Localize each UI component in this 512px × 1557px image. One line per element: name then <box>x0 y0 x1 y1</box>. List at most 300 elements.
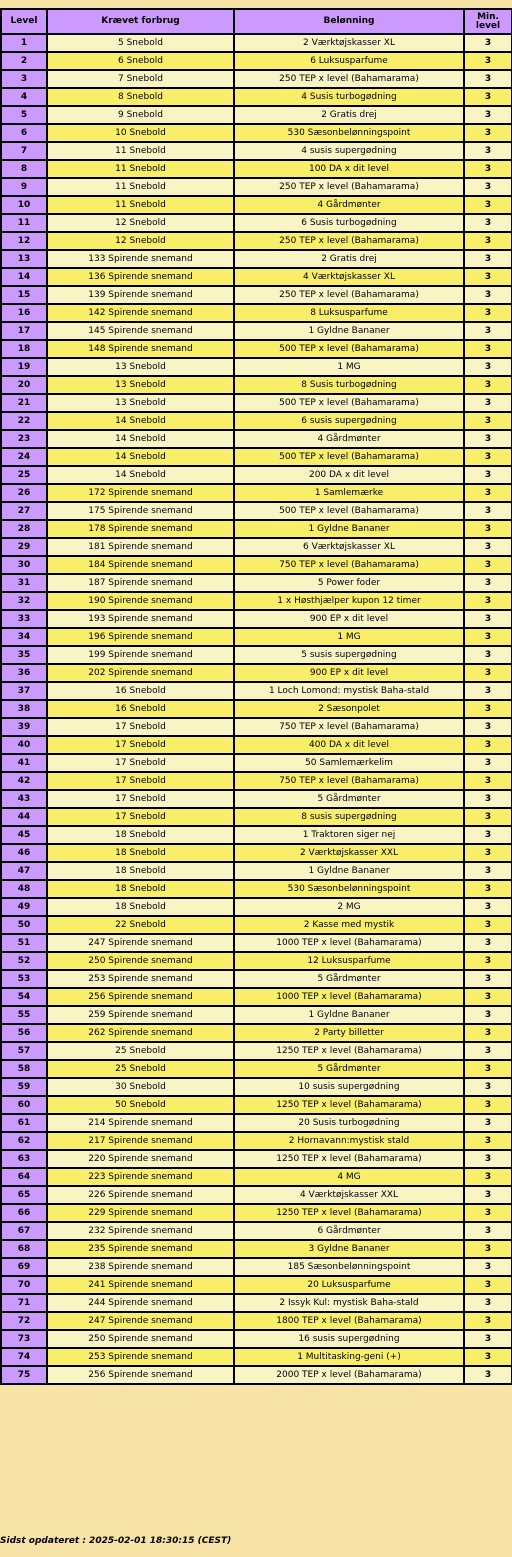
min-level-cell: 3 <box>464 214 512 232</box>
level-cell: 38 <box>1 700 47 718</box>
level-cell: 51 <box>1 934 47 952</box>
level-cell: 43 <box>1 790 47 808</box>
table-row <box>1 358 512 376</box>
min-level-cell: 3 <box>464 1312 512 1330</box>
min-level-cell: 3 <box>464 772 512 790</box>
table-row <box>1 736 512 754</box>
min-level-cell: 3 <box>464 880 512 898</box>
level-cell: 6 <box>1 124 47 142</box>
min-level-cell: 3 <box>464 1204 512 1222</box>
belonning-cell: 185 Sæsonbelønningspoint <box>234 1258 464 1276</box>
min-level-cell: 3 <box>464 1150 512 1168</box>
table-row <box>1 250 512 268</box>
belonning-cell: 20 Susis turbogødning <box>234 1114 464 1132</box>
forbrug-cell: 14 Snebold <box>47 412 234 430</box>
level-cell: 74 <box>1 1348 47 1366</box>
level-cell: 10 <box>1 196 47 214</box>
level-cell: 68 <box>1 1240 47 1258</box>
min-level-cell: 3 <box>464 268 512 286</box>
forbrug-cell: 244 Spirende snemand <box>47 1294 234 1312</box>
header-belonning: Belønning <box>234 9 464 34</box>
forbrug-cell: 12 Snebold <box>47 232 234 250</box>
forbrug-cell: 18 Snebold <box>47 862 234 880</box>
min-level-cell: 3 <box>464 952 512 970</box>
belonning-cell: 5 Power foder <box>234 574 464 592</box>
table-row <box>1 610 512 628</box>
level-cell: 4 <box>1 88 47 106</box>
level-cell: 19 <box>1 358 47 376</box>
forbrug-cell: 17 Snebold <box>47 736 234 754</box>
level-cell: 23 <box>1 430 47 448</box>
belonning-cell: 400 DA x dit level <box>234 736 464 754</box>
level-cell: 42 <box>1 772 47 790</box>
level-cell: 56 <box>1 1024 47 1042</box>
belonning-cell: 750 TEP x level (Bahamarama) <box>234 718 464 736</box>
table-row <box>1 772 512 790</box>
level-cell: 13 <box>1 250 47 268</box>
table-row <box>1 196 512 214</box>
min-level-cell: 3 <box>464 664 512 682</box>
level-cell: 8 <box>1 160 47 178</box>
last-updated: Sidst opdateret : 2025-02-01 18:30:15 (CEST) <box>0 1536 232 1546</box>
belonning-cell: 1 MG <box>234 358 464 376</box>
forbrug-cell: 5 Snebold <box>47 34 234 52</box>
forbrug-cell: 11 Snebold <box>47 160 234 178</box>
belonning-cell: 2 Værktøjskasser XL <box>234 34 464 52</box>
min-level-cell: 3 <box>464 52 512 70</box>
level-cell: 40 <box>1 736 47 754</box>
belonning-cell: 250 TEP x level (Bahamarama) <box>234 286 464 304</box>
min-level-cell: 3 <box>464 1006 512 1024</box>
level-cell: 17 <box>1 322 47 340</box>
belonning-cell: 8 Luksusparfume <box>234 304 464 322</box>
table-row <box>1 178 512 196</box>
header-level: Level <box>1 9 47 34</box>
forbrug-cell: 232 Spirende snemand <box>47 1222 234 1240</box>
level-cell: 36 <box>1 664 47 682</box>
level-cell: 37 <box>1 682 47 700</box>
forbrug-cell: 17 Snebold <box>47 754 234 772</box>
table-row <box>1 556 512 574</box>
table-row <box>1 880 512 898</box>
min-level-cell: 3 <box>464 232 512 250</box>
forbrug-cell: 16 Snebold <box>47 682 234 700</box>
min-level-cell: 3 <box>464 646 512 664</box>
table-row <box>1 142 512 160</box>
table-row <box>1 628 512 646</box>
table-row <box>1 1348 512 1366</box>
belonning-cell: 100 DA x dit level <box>234 160 464 178</box>
min-level-cell: 3 <box>464 790 512 808</box>
belonning-cell: 200 DA x dit level <box>234 466 464 484</box>
min-level-cell: 3 <box>464 394 512 412</box>
table-row <box>1 1258 512 1276</box>
table-row <box>1 664 512 682</box>
table-row <box>1 1222 512 1240</box>
belonning-cell: 530 Sæsonbelønningspoint <box>234 124 464 142</box>
level-cell: 62 <box>1 1132 47 1150</box>
min-level-cell: 3 <box>464 916 512 934</box>
level-cell: 54 <box>1 988 47 1006</box>
min-level-cell: 3 <box>464 124 512 142</box>
forbrug-cell: 172 Spirende snemand <box>47 484 234 502</box>
level-cell: 64 <box>1 1168 47 1186</box>
belonning-cell: 750 TEP x level (Bahamarama) <box>234 556 464 574</box>
belonning-cell: 2 Værktøjskasser XXL <box>234 844 464 862</box>
level-cell: 16 <box>1 304 47 322</box>
level-cell: 59 <box>1 1078 47 1096</box>
min-level-cell: 3 <box>464 1114 512 1132</box>
min-level-cell: 3 <box>464 736 512 754</box>
forbrug-cell: 178 Spirende snemand <box>47 520 234 538</box>
table-row <box>1 1150 512 1168</box>
belonning-cell: 250 TEP x level (Bahamarama) <box>234 70 464 88</box>
belonning-cell: 2 Issyk Kul: mystisk Baha-stald <box>234 1294 464 1312</box>
belonning-cell: 2 Gratis drej <box>234 250 464 268</box>
belonning-cell: 1000 TEP x level (Bahamarama) <box>234 934 464 952</box>
belonning-cell: 250 TEP x level (Bahamarama) <box>234 232 464 250</box>
forbrug-cell: 14 Snebold <box>47 466 234 484</box>
belonning-cell: 5 Gårdmønter <box>234 790 464 808</box>
forbrug-cell: 214 Spirende snemand <box>47 1114 234 1132</box>
table-row <box>1 1132 512 1150</box>
forbrug-cell: 17 Snebold <box>47 718 234 736</box>
min-level-cell: 3 <box>464 250 512 268</box>
belonning-cell: 1 Samlemærke <box>234 484 464 502</box>
forbrug-cell: 18 Snebold <box>47 880 234 898</box>
level-cell: 12 <box>1 232 47 250</box>
forbrug-cell: 217 Spirende snemand <box>47 1132 234 1150</box>
forbrug-cell: 50 Snebold <box>47 1096 234 1114</box>
forbrug-cell: 247 Spirende snemand <box>47 934 234 952</box>
belonning-cell: 1 Traktoren siger nej <box>234 826 464 844</box>
level-cell: 2 <box>1 52 47 70</box>
header-min-level: Min. level <box>464 9 512 34</box>
level-cell: 44 <box>1 808 47 826</box>
forbrug-cell: 256 Spirende snemand <box>47 988 234 1006</box>
belonning-cell: 1 Gyldne Bananer <box>234 1006 464 1024</box>
min-level-cell: 3 <box>464 1276 512 1294</box>
table-row <box>1 106 512 124</box>
level-cell: 18 <box>1 340 47 358</box>
table-row <box>1 1042 512 1060</box>
level-cell: 67 <box>1 1222 47 1240</box>
table-row <box>1 448 512 466</box>
belonning-cell: 12 Luksusparfume <box>234 952 464 970</box>
forbrug-cell: 11 Snebold <box>47 178 234 196</box>
forbrug-cell: 175 Spirende snemand <box>47 502 234 520</box>
table-header-row <box>1 9 512 34</box>
level-cell: 14 <box>1 268 47 286</box>
min-level-cell: 3 <box>464 466 512 484</box>
belonning-cell: 1250 TEP x level (Bahamarama) <box>234 1096 464 1114</box>
min-level-cell: 3 <box>464 358 512 376</box>
min-level-cell: 3 <box>464 142 512 160</box>
level-cell: 72 <box>1 1312 47 1330</box>
min-level-cell: 3 <box>464 412 512 430</box>
belonning-cell: 10 susis supergødning <box>234 1078 464 1096</box>
forbrug-cell: 226 Spirende snemand <box>47 1186 234 1204</box>
belonning-cell: 4 MG <box>234 1168 464 1186</box>
belonning-cell: 1 Loch Lomond: mystisk Baha-stald <box>234 682 464 700</box>
min-level-cell: 3 <box>464 700 512 718</box>
belonning-cell: 8 Susis turbogødning <box>234 376 464 394</box>
reward-table <box>0 8 512 1385</box>
table-row <box>1 286 512 304</box>
min-level-cell: 3 <box>464 1330 512 1348</box>
forbrug-cell: 16 Snebold <box>47 700 234 718</box>
forbrug-cell: 12 Snebold <box>47 214 234 232</box>
table-row <box>1 214 512 232</box>
table-row <box>1 304 512 322</box>
min-level-cell: 3 <box>464 1348 512 1366</box>
belonning-cell: 6 susis supergødning <box>234 412 464 430</box>
table-row <box>1 340 512 358</box>
forbrug-cell: 11 Snebold <box>47 142 234 160</box>
min-level-cell: 3 <box>464 1132 512 1150</box>
table-row <box>1 52 512 70</box>
table-row <box>1 160 512 178</box>
level-cell: 25 <box>1 466 47 484</box>
table-row <box>1 862 512 880</box>
forbrug-cell: 250 Spirende snemand <box>47 1330 234 1348</box>
min-level-cell: 3 <box>464 988 512 1006</box>
table-row <box>1 1240 512 1258</box>
level-cell: 32 <box>1 592 47 610</box>
forbrug-cell: 253 Spirende snemand <box>47 1348 234 1366</box>
belonning-cell: 900 EP x dit level <box>234 610 464 628</box>
level-cell: 33 <box>1 610 47 628</box>
forbrug-cell: 30 Snebold <box>47 1078 234 1096</box>
table-row <box>1 124 512 142</box>
min-level-cell: 3 <box>464 628 512 646</box>
min-level-cell: 3 <box>464 934 512 952</box>
min-level-cell: 3 <box>464 322 512 340</box>
level-cell: 29 <box>1 538 47 556</box>
belonning-cell: 4 susis supergødning <box>234 142 464 160</box>
forbrug-cell: 22 Snebold <box>47 916 234 934</box>
level-cell: 55 <box>1 1006 47 1024</box>
table-row <box>1 1330 512 1348</box>
min-level-cell: 3 <box>464 286 512 304</box>
belonning-cell: 2000 TEP x level (Bahamarama) <box>234 1366 464 1384</box>
table-row <box>1 952 512 970</box>
min-level-cell: 3 <box>464 304 512 322</box>
belonning-cell: 8 susis supergødning <box>234 808 464 826</box>
table-row <box>1 520 512 538</box>
level-cell: 7 <box>1 142 47 160</box>
belonning-cell: 500 TEP x level (Bahamarama) <box>234 448 464 466</box>
belonning-cell: 2 Gratis drej <box>234 106 464 124</box>
min-level-cell: 3 <box>464 970 512 988</box>
forbrug-cell: 223 Spirende snemand <box>47 1168 234 1186</box>
table-row <box>1 970 512 988</box>
table-row <box>1 1168 512 1186</box>
forbrug-cell: 133 Spirende snemand <box>47 250 234 268</box>
forbrug-cell: 202 Spirende snemand <box>47 664 234 682</box>
min-level-cell: 3 <box>464 538 512 556</box>
min-level-cell: 3 <box>464 862 512 880</box>
table-row <box>1 1024 512 1042</box>
belonning-cell: 20 Luksusparfume <box>234 1276 464 1294</box>
belonning-cell: 1250 TEP x level (Bahamarama) <box>234 1042 464 1060</box>
table-row <box>1 898 512 916</box>
table-row <box>1 322 512 340</box>
level-cell: 66 <box>1 1204 47 1222</box>
forbrug-cell: 18 Snebold <box>47 844 234 862</box>
table-row <box>1 232 512 250</box>
belonning-cell: 4 Susis turbogødning <box>234 88 464 106</box>
forbrug-cell: 193 Spirende snemand <box>47 610 234 628</box>
forbrug-cell: 13 Snebold <box>47 358 234 376</box>
forbrug-cell: 25 Snebold <box>47 1060 234 1078</box>
belonning-cell: 50 Samlemærkelim <box>234 754 464 772</box>
forbrug-cell: 196 Spirende snemand <box>47 628 234 646</box>
table-row <box>1 1366 512 1384</box>
forbrug-cell: 253 Spirende snemand <box>47 970 234 988</box>
forbrug-cell: 259 Spirende snemand <box>47 1006 234 1024</box>
level-cell: 30 <box>1 556 47 574</box>
table-row <box>1 412 512 430</box>
table-row <box>1 1006 512 1024</box>
forbrug-cell: 241 Spirende snemand <box>47 1276 234 1294</box>
table-row <box>1 790 512 808</box>
min-level-cell: 3 <box>464 340 512 358</box>
table-row <box>1 70 512 88</box>
level-cell: 46 <box>1 844 47 862</box>
belonning-cell: 16 susis supergødning <box>234 1330 464 1348</box>
forbrug-cell: 262 Spirende snemand <box>47 1024 234 1042</box>
table-row <box>1 1060 512 1078</box>
level-cell: 50 <box>1 916 47 934</box>
forbrug-cell: 9 Snebold <box>47 106 234 124</box>
forbrug-cell: 256 Spirende snemand <box>47 1366 234 1384</box>
belonning-cell: 1250 TEP x level (Bahamarama) <box>234 1150 464 1168</box>
level-cell: 60 <box>1 1096 47 1114</box>
table-row <box>1 718 512 736</box>
level-cell: 21 <box>1 394 47 412</box>
forbrug-cell: 136 Spirende snemand <box>47 268 234 286</box>
level-cell: 49 <box>1 898 47 916</box>
belonning-cell: 6 Værktøjskasser XL <box>234 538 464 556</box>
belonning-cell: 1000 TEP x level (Bahamarama) <box>234 988 464 1006</box>
forbrug-cell: 235 Spirende snemand <box>47 1240 234 1258</box>
min-level-cell: 3 <box>464 1078 512 1096</box>
table-row <box>1 484 512 502</box>
forbrug-cell: 18 Snebold <box>47 898 234 916</box>
min-level-cell: 3 <box>464 196 512 214</box>
table-row <box>1 1312 512 1330</box>
table-row <box>1 430 512 448</box>
level-cell: 69 <box>1 1258 47 1276</box>
table-body <box>1 34 512 1384</box>
level-cell: 47 <box>1 862 47 880</box>
min-level-cell: 3 <box>464 1060 512 1078</box>
belonning-cell: 2 Kasse med mystik <box>234 916 464 934</box>
min-level-cell: 3 <box>464 1240 512 1258</box>
min-level-cell: 3 <box>464 34 512 52</box>
level-cell: 5 <box>1 106 47 124</box>
belonning-cell: 1 Multitasking-geni (+) <box>234 1348 464 1366</box>
forbrug-cell: 13 Snebold <box>47 376 234 394</box>
level-cell: 15 <box>1 286 47 304</box>
forbrug-cell: 14 Snebold <box>47 430 234 448</box>
min-level-cell: 3 <box>464 1294 512 1312</box>
forbrug-cell: 25 Snebold <box>47 1042 234 1060</box>
level-cell: 3 <box>1 70 47 88</box>
level-cell: 71 <box>1 1294 47 1312</box>
forbrug-cell: 184 Spirende snemand <box>47 556 234 574</box>
belonning-cell: 900 EP x dit level <box>234 664 464 682</box>
forbrug-cell: 17 Snebold <box>47 772 234 790</box>
forbrug-cell: 139 Spirende snemand <box>47 286 234 304</box>
min-level-cell: 3 <box>464 556 512 574</box>
table-row <box>1 394 512 412</box>
forbrug-cell: 17 Snebold <box>47 790 234 808</box>
forbrug-cell: 148 Spirende snemand <box>47 340 234 358</box>
forbrug-cell: 181 Spirende snemand <box>47 538 234 556</box>
belonning-cell: 5 susis supergødning <box>234 646 464 664</box>
table-row <box>1 646 512 664</box>
belonning-cell: 6 Susis turbogødning <box>234 214 464 232</box>
forbrug-cell: 10 Snebold <box>47 124 234 142</box>
table-row <box>1 1276 512 1294</box>
min-level-cell: 3 <box>464 448 512 466</box>
belonning-cell: 2 Sæsonpolet <box>234 700 464 718</box>
min-level-cell: 3 <box>464 682 512 700</box>
min-level-cell: 3 <box>464 826 512 844</box>
level-cell: 27 <box>1 502 47 520</box>
belonning-cell: 250 TEP x level (Bahamarama) <box>234 178 464 196</box>
table-row <box>1 574 512 592</box>
min-level-cell: 3 <box>464 70 512 88</box>
table-row <box>1 88 512 106</box>
level-cell: 41 <box>1 754 47 772</box>
belonning-cell: 1 x Høsthjælper kupon 12 timer <box>234 592 464 610</box>
belonning-cell: 5 Gårdmønter <box>234 1060 464 1078</box>
forbrug-cell: 190 Spirende snemand <box>47 592 234 610</box>
forbrug-cell: 13 Snebold <box>47 394 234 412</box>
level-cell: 35 <box>1 646 47 664</box>
forbrug-cell: 11 Snebold <box>47 196 234 214</box>
level-cell: 34 <box>1 628 47 646</box>
table-row <box>1 934 512 952</box>
belonning-cell: 4 Værktøjskasser XL <box>234 268 464 286</box>
level-cell: 9 <box>1 178 47 196</box>
forbrug-cell: 250 Spirende snemand <box>47 952 234 970</box>
table-row <box>1 1114 512 1132</box>
table-row <box>1 826 512 844</box>
min-level-cell: 3 <box>464 1042 512 1060</box>
table-row <box>1 754 512 772</box>
level-cell: 26 <box>1 484 47 502</box>
min-level-cell: 3 <box>464 574 512 592</box>
level-cell: 48 <box>1 880 47 898</box>
forbrug-cell: 238 Spirende snemand <box>47 1258 234 1276</box>
min-level-cell: 3 <box>464 808 512 826</box>
table-row <box>1 538 512 556</box>
forbrug-cell: 142 Spirende snemand <box>47 304 234 322</box>
level-cell: 31 <box>1 574 47 592</box>
table-row <box>1 1186 512 1204</box>
min-level-cell: 3 <box>464 160 512 178</box>
min-level-cell: 3 <box>464 1366 512 1384</box>
forbrug-cell: 6 Snebold <box>47 52 234 70</box>
min-level-cell: 3 <box>464 844 512 862</box>
level-cell: 28 <box>1 520 47 538</box>
table-row <box>1 844 512 862</box>
table-row <box>1 268 512 286</box>
